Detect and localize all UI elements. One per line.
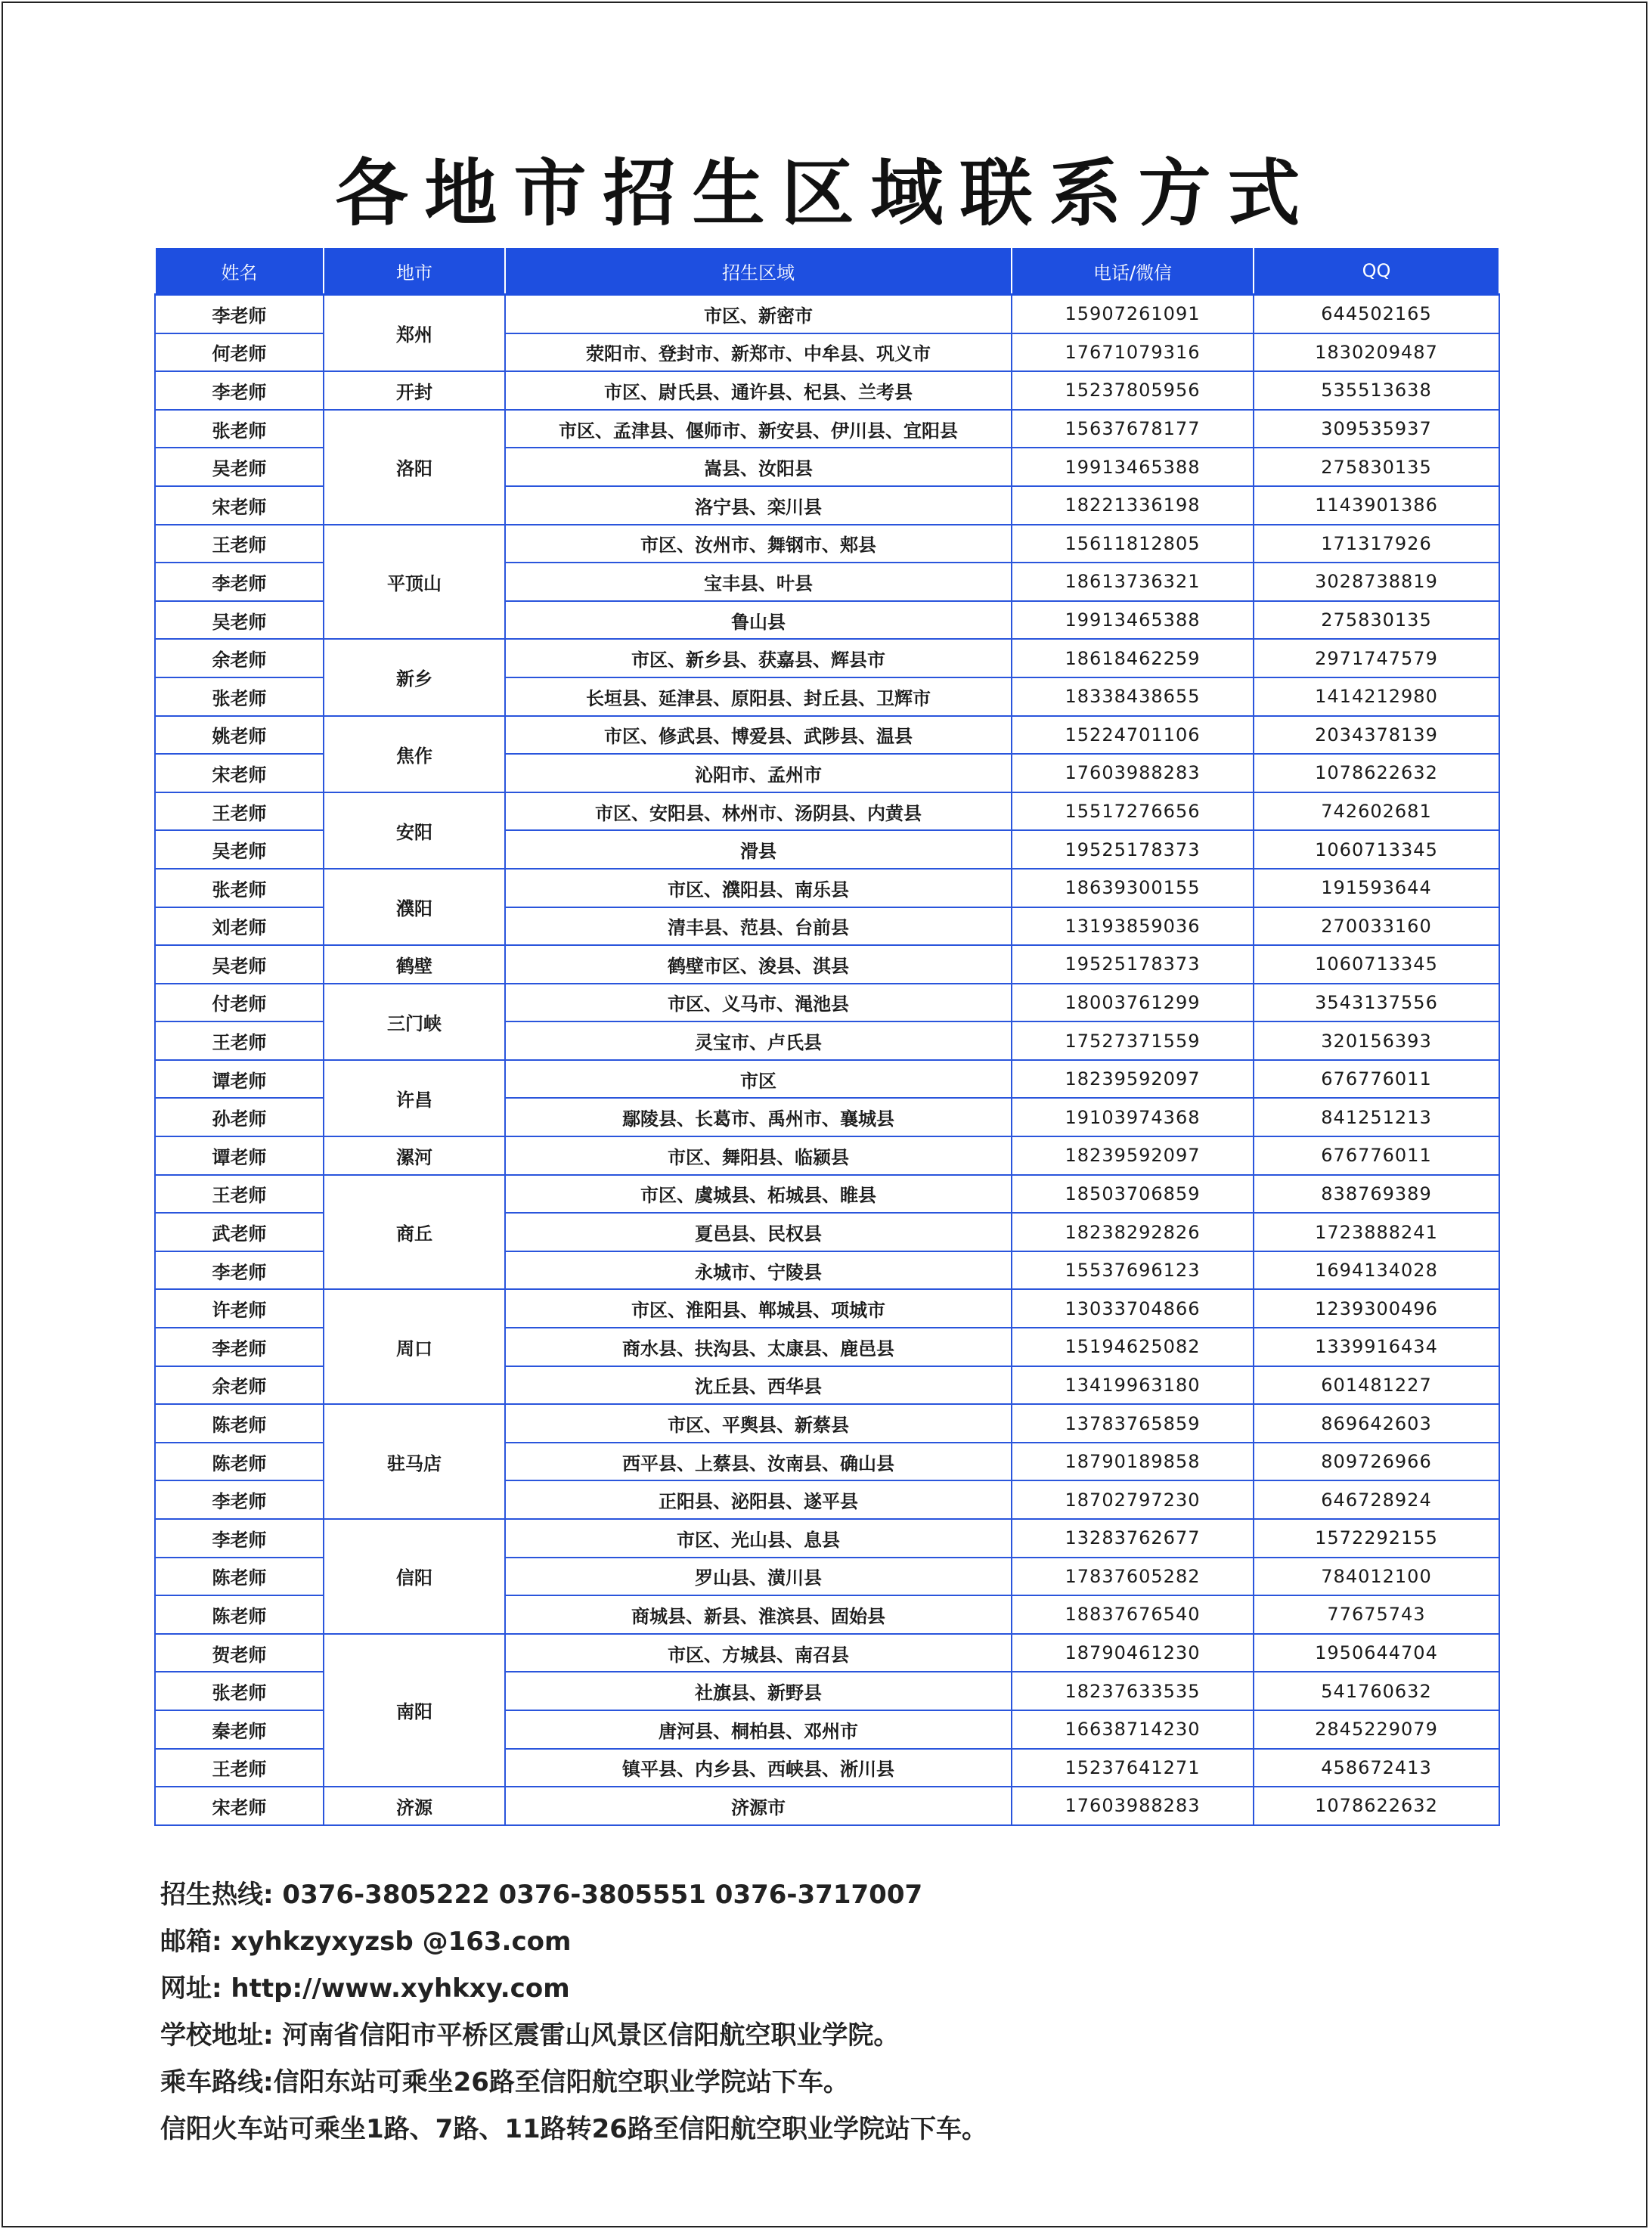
area-cell: 商水县、扶沟县、太康县、鹿邑县 (505, 1328, 1012, 1366)
teacher-name-cell: 李老师 (155, 1328, 324, 1366)
phone-cell: 18503706859 (1012, 1175, 1254, 1214)
qq-cell: 1694134028 (1254, 1251, 1499, 1290)
area-cell: 市区、濮阳县、南乐县 (505, 869, 1012, 907)
phone-cell: 15237805956 (1012, 371, 1254, 410)
qq-cell: 1339916434 (1254, 1328, 1499, 1366)
qq-cell: 1078622632 (1254, 754, 1499, 792)
phone-cell: 15537696123 (1012, 1251, 1254, 1290)
qq-cell: 601481227 (1254, 1366, 1499, 1405)
phone-cell: 15224701106 (1012, 716, 1254, 755)
area-cell: 灵宝市、卢氏县 (505, 1021, 1012, 1060)
city-cell: 开封 (324, 371, 505, 410)
teacher-name-cell: 刘老师 (155, 907, 324, 946)
qq-cell: 541760632 (1254, 1672, 1499, 1710)
phone-cell: 17527371559 (1012, 1021, 1254, 1060)
teacher-name-cell: 秦老师 (155, 1710, 324, 1749)
teacher-name-cell: 谭老师 (155, 1060, 324, 1099)
phone-cell: 13193859036 (1012, 907, 1254, 946)
qq-cell: 3028738819 (1254, 563, 1499, 601)
city-cell: 洛阳 (324, 410, 505, 525)
phone-cell: 18837676540 (1012, 1595, 1254, 1634)
teacher-name-cell: 张老师 (155, 869, 324, 907)
phone-cell: 19525178373 (1012, 945, 1254, 984)
qq-cell: 784012100 (1254, 1558, 1499, 1596)
city-cell: 信阳 (324, 1519, 505, 1634)
qq-cell: 171317926 (1254, 525, 1499, 563)
area-cell: 鄢陵县、长葛市、禹州市、襄城县 (505, 1098, 1012, 1136)
phone-cell: 18338438655 (1012, 677, 1254, 716)
phone-cell: 15237641271 (1012, 1749, 1254, 1787)
area-cell: 市区、平舆县、新蔡县 (505, 1404, 1012, 1443)
phone-cell: 18790189858 (1012, 1443, 1254, 1481)
qq-cell: 1143901386 (1254, 486, 1499, 525)
table-row (155, 1175, 1499, 1214)
table-row (155, 295, 1499, 333)
qq-cell: 838769389 (1254, 1175, 1499, 1214)
table-row (155, 716, 1499, 755)
email-text: 邮箱: xyhkzyxyzsb @163.com (160, 1927, 572, 1957)
area-cell: 市区、修武县、博爱县、武陟县、温县 (505, 716, 1012, 755)
qq-cell: 841251213 (1254, 1098, 1499, 1136)
city-cell: 驻马店 (324, 1404, 505, 1519)
table-row (155, 984, 1499, 1022)
phone-cell: 19103974368 (1012, 1098, 1254, 1136)
area-cell: 市区、孟津县、偃师市、新安县、伊川县、宜阳县 (505, 410, 1012, 448)
teacher-name-cell: 陈老师 (155, 1595, 324, 1634)
area-cell: 市区、安阳县、林州市、汤阴县、内黄县 (505, 792, 1012, 831)
phone-cell: 18003761299 (1012, 984, 1254, 1022)
area-cell: 济源市 (505, 1787, 1012, 1825)
phone-cell: 15517276656 (1012, 792, 1254, 831)
qq-cell: 1060713345 (1254, 830, 1499, 869)
area-cell: 鹤壁市区、浚县、淇县 (505, 945, 1012, 984)
table-row (155, 639, 1499, 677)
header-qq: QQ (1254, 247, 1499, 295)
area-cell: 镇平县、内乡县、西峡县、淅川县 (505, 1749, 1012, 1787)
qq-cell: 1414212980 (1254, 677, 1499, 716)
phone-cell: 15637678177 (1012, 410, 1254, 448)
table-body (155, 295, 1499, 1825)
qq-cell: 1239300496 (1254, 1289, 1499, 1328)
area-cell: 鲁山县 (505, 601, 1012, 640)
phone-cell: 17603988283 (1012, 1787, 1254, 1825)
teacher-name-cell: 许老师 (155, 1289, 324, 1328)
phone-cell: 17603988283 (1012, 754, 1254, 792)
qq-cell: 869642603 (1254, 1404, 1499, 1443)
teacher-name-cell: 王老师 (155, 792, 324, 831)
header-phone: 电话/微信 (1012, 247, 1254, 295)
table-row (155, 1060, 1499, 1099)
city-cell: 商丘 (324, 1175, 505, 1290)
teacher-name-cell: 陈老师 (155, 1443, 324, 1481)
teacher-name-cell: 张老师 (155, 677, 324, 716)
teacher-name-cell: 宋老师 (155, 486, 324, 525)
area-cell: 罗山县、潢川县 (505, 1558, 1012, 1596)
teacher-name-cell: 吴老师 (155, 448, 324, 486)
teacher-name-cell: 吴老师 (155, 830, 324, 869)
teacher-name-cell: 张老师 (155, 410, 324, 448)
phone-cell: 18221336198 (1012, 486, 1254, 525)
phone-cell: 19525178373 (1012, 830, 1254, 869)
city-cell: 三门峡 (324, 984, 505, 1060)
city-cell: 漯河 (324, 1136, 505, 1175)
header-area: 招生区域 (505, 247, 1012, 295)
area-cell: 市区、光山县、息县 (505, 1519, 1012, 1558)
page-title: 各地市招生区域联系方式 (335, 150, 1317, 236)
teacher-name-cell: 李老师 (155, 1519, 324, 1558)
area-cell: 滑县 (505, 830, 1012, 869)
phone-cell: 18613736321 (1012, 563, 1254, 601)
city-cell: 周口 (324, 1289, 505, 1404)
area-cell: 沈丘县、西华县 (505, 1366, 1012, 1405)
phone-cell: 18239592097 (1012, 1060, 1254, 1099)
table-row (155, 371, 1499, 410)
city-cell: 许昌 (324, 1060, 505, 1136)
teacher-name-cell: 何老师 (155, 333, 324, 372)
phone-cell: 13783765859 (1012, 1404, 1254, 1443)
teacher-name-cell: 宋老师 (155, 754, 324, 792)
teacher-name-cell: 余老师 (155, 639, 324, 677)
area-cell: 夏邑县、民权县 (505, 1213, 1012, 1251)
contact-info (160, 1871, 1521, 2153)
area-cell: 宝丰县、叶县 (505, 563, 1012, 601)
phone-cell: 19913465388 (1012, 448, 1254, 486)
qq-cell: 3543137556 (1254, 984, 1499, 1022)
table-row (155, 1136, 1499, 1175)
teacher-name-cell: 陈老师 (155, 1558, 324, 1596)
phone-cell: 17671079316 (1012, 333, 1254, 372)
qq-cell: 676776011 (1254, 1136, 1499, 1175)
teacher-name-cell: 付老师 (155, 984, 324, 1022)
area-cell: 市区、汝州市、舞钢市、郏县 (505, 525, 1012, 563)
phone-cell: 15611812805 (1012, 525, 1254, 563)
teacher-name-cell: 孙老师 (155, 1098, 324, 1136)
teacher-name-cell: 姚老师 (155, 716, 324, 755)
table-row (155, 1404, 1499, 1443)
area-cell: 正阳县、泌阳县、遂平县 (505, 1480, 1012, 1519)
area-cell: 商城县、新县、淮滨县、固始县 (505, 1595, 1012, 1634)
area-cell: 市区、尉氏县、通许县、杞县、兰考县 (505, 371, 1012, 410)
teacher-name-cell: 张老师 (155, 1672, 324, 1710)
route-text-2: 信阳火车站可乘坐1路、7路、11路转26路至信阳航空职业学院站下车。 (160, 2114, 987, 2144)
teacher-name-cell: 王老师 (155, 525, 324, 563)
qq-cell: 270033160 (1254, 907, 1499, 946)
teacher-name-cell: 贺老师 (155, 1634, 324, 1672)
phone-cell: 19913465388 (1012, 601, 1254, 640)
table-row (155, 1634, 1499, 1672)
city-cell: 焦作 (324, 716, 505, 792)
qq-cell: 1950644704 (1254, 1634, 1499, 1672)
qq-cell: 458672413 (1254, 1749, 1499, 1787)
area-cell: 社旗县、新野县 (505, 1672, 1012, 1710)
teacher-name-cell: 李老师 (155, 371, 324, 410)
teacher-name-cell: 吴老师 (155, 945, 324, 984)
city-cell: 南阳 (324, 1634, 505, 1787)
teacher-name-cell: 宋老师 (155, 1787, 324, 1825)
area-cell: 市区、义马市、渑池县 (505, 984, 1012, 1022)
phone-cell: 18238292826 (1012, 1213, 1254, 1251)
phone-cell: 15907261091 (1012, 295, 1254, 333)
area-cell: 西平县、上蔡县、汝南县、确山县 (505, 1443, 1012, 1481)
qq-cell: 309535937 (1254, 410, 1499, 448)
city-cell: 新乡 (324, 639, 505, 715)
teacher-name-cell: 李老师 (155, 1251, 324, 1290)
area-cell: 洛宁县、栾川县 (505, 486, 1012, 525)
route-text-1: 乘车路线:信阳东站可乘坐26路至信阳航空职业学院站下车。 (160, 2067, 849, 2097)
area-cell: 市区、新乡县、获嘉县、辉县市 (505, 639, 1012, 677)
table-row (155, 525, 1499, 563)
qq-cell: 644502165 (1254, 295, 1499, 333)
area-cell: 市区 (505, 1060, 1012, 1099)
area-cell: 唐河县、桐柏县、邓州市 (505, 1710, 1012, 1749)
table-row (155, 792, 1499, 831)
table-row (155, 410, 1499, 448)
phone-cell: 18618462259 (1012, 639, 1254, 677)
qq-cell: 191593644 (1254, 869, 1499, 907)
header-city: 地市 (324, 247, 505, 295)
area-cell: 市区、淮阳县、郸城县、项城市 (505, 1289, 1012, 1328)
qq-cell: 1723888241 (1254, 1213, 1499, 1251)
teacher-name-cell: 吴老师 (155, 601, 324, 640)
qq-cell: 320156393 (1254, 1021, 1499, 1060)
city-cell: 安阳 (324, 792, 505, 869)
teacher-name-cell: 谭老师 (155, 1136, 324, 1175)
qq-cell: 2845229079 (1254, 1710, 1499, 1749)
city-cell: 濮阳 (324, 869, 505, 945)
teacher-name-cell: 王老师 (155, 1749, 324, 1787)
qq-cell: 1572292155 (1254, 1519, 1499, 1558)
contacts-table (154, 246, 1500, 1826)
phone-cell: 13283762677 (1012, 1519, 1254, 1558)
phone-cell: 15194625082 (1012, 1328, 1254, 1366)
qq-cell: 275830135 (1254, 601, 1499, 640)
website-text: 网址: http://www.xyhkxy.com (160, 1973, 570, 2004)
teacher-name-cell: 王老师 (155, 1175, 324, 1214)
qq-cell: 2971747579 (1254, 639, 1499, 677)
area-cell: 沁阳市、孟州市 (505, 754, 1012, 792)
teacher-name-cell: 李老师 (155, 1480, 324, 1519)
address-text: 学校地址: 河南省信阳市平桥区震雷山风景区信阳航空职业学院。 (160, 2020, 900, 2051)
teacher-name-cell: 李老师 (155, 563, 324, 601)
area-cell: 长垣县、延津县、原阳县、封丘县、卫辉市 (505, 677, 1012, 716)
city-cell: 鹤壁 (324, 945, 505, 984)
phone-cell: 16638714230 (1012, 1710, 1254, 1749)
phone-cell: 17837605282 (1012, 1558, 1254, 1596)
area-cell: 市区、新密市 (505, 295, 1012, 333)
qq-cell: 77675743 (1254, 1595, 1499, 1634)
area-cell: 市区、方城县、南召县 (505, 1634, 1012, 1672)
area-cell: 荥阳市、登封市、新郑市、中牟县、巩义市 (505, 333, 1012, 372)
qq-cell: 535513638 (1254, 371, 1499, 410)
area-cell: 市区、虞城县、柘城县、睢县 (505, 1175, 1012, 1214)
table-header-row (155, 247, 1499, 295)
qq-cell: 1078622632 (1254, 1787, 1499, 1825)
qq-cell: 646728924 (1254, 1480, 1499, 1519)
teacher-name-cell: 武老师 (155, 1213, 324, 1251)
phone-cell: 13033704866 (1012, 1289, 1254, 1328)
qq-cell: 676776011 (1254, 1060, 1499, 1099)
teacher-name-cell: 李老师 (155, 295, 324, 333)
qq-cell: 809726966 (1254, 1443, 1499, 1481)
city-cell: 郑州 (324, 295, 505, 372)
teacher-name-cell: 余老师 (155, 1366, 324, 1405)
qq-cell: 1830209487 (1254, 333, 1499, 372)
area-cell: 永城市、宁陵县 (505, 1251, 1012, 1290)
phone-cell: 18639300155 (1012, 869, 1254, 907)
qq-cell: 2034378139 (1254, 716, 1499, 755)
city-cell: 平顶山 (324, 525, 505, 640)
phone-cell: 18239592097 (1012, 1136, 1254, 1175)
qq-cell: 275830135 (1254, 448, 1499, 486)
table-row (155, 945, 1499, 984)
phone-cell: 18702797230 (1012, 1480, 1254, 1519)
phone-cell: 18237633535 (1012, 1672, 1254, 1710)
qq-cell: 1060713345 (1254, 945, 1499, 984)
teacher-name-cell: 陈老师 (155, 1404, 324, 1443)
phone-cell: 13419963180 (1012, 1366, 1254, 1405)
hotline-text: 招生热线: 0376-3805222 0376-3805551 0376-3717007 (160, 1880, 923, 1910)
phone-cell: 18790461230 (1012, 1634, 1254, 1672)
table-row (155, 869, 1499, 907)
qq-cell: 742602681 (1254, 792, 1499, 831)
area-cell: 嵩县、汝阳县 (505, 448, 1012, 486)
city-cell: 济源 (324, 1787, 505, 1825)
table-row (155, 1787, 1499, 1825)
area-cell: 市区、舞阳县、临颍县 (505, 1136, 1012, 1175)
teacher-name-cell: 王老师 (155, 1021, 324, 1060)
table-row (155, 1519, 1499, 1558)
header-name: 姓名 (155, 247, 324, 295)
table-row (155, 1289, 1499, 1328)
area-cell: 清丰县、范县、台前县 (505, 907, 1012, 946)
